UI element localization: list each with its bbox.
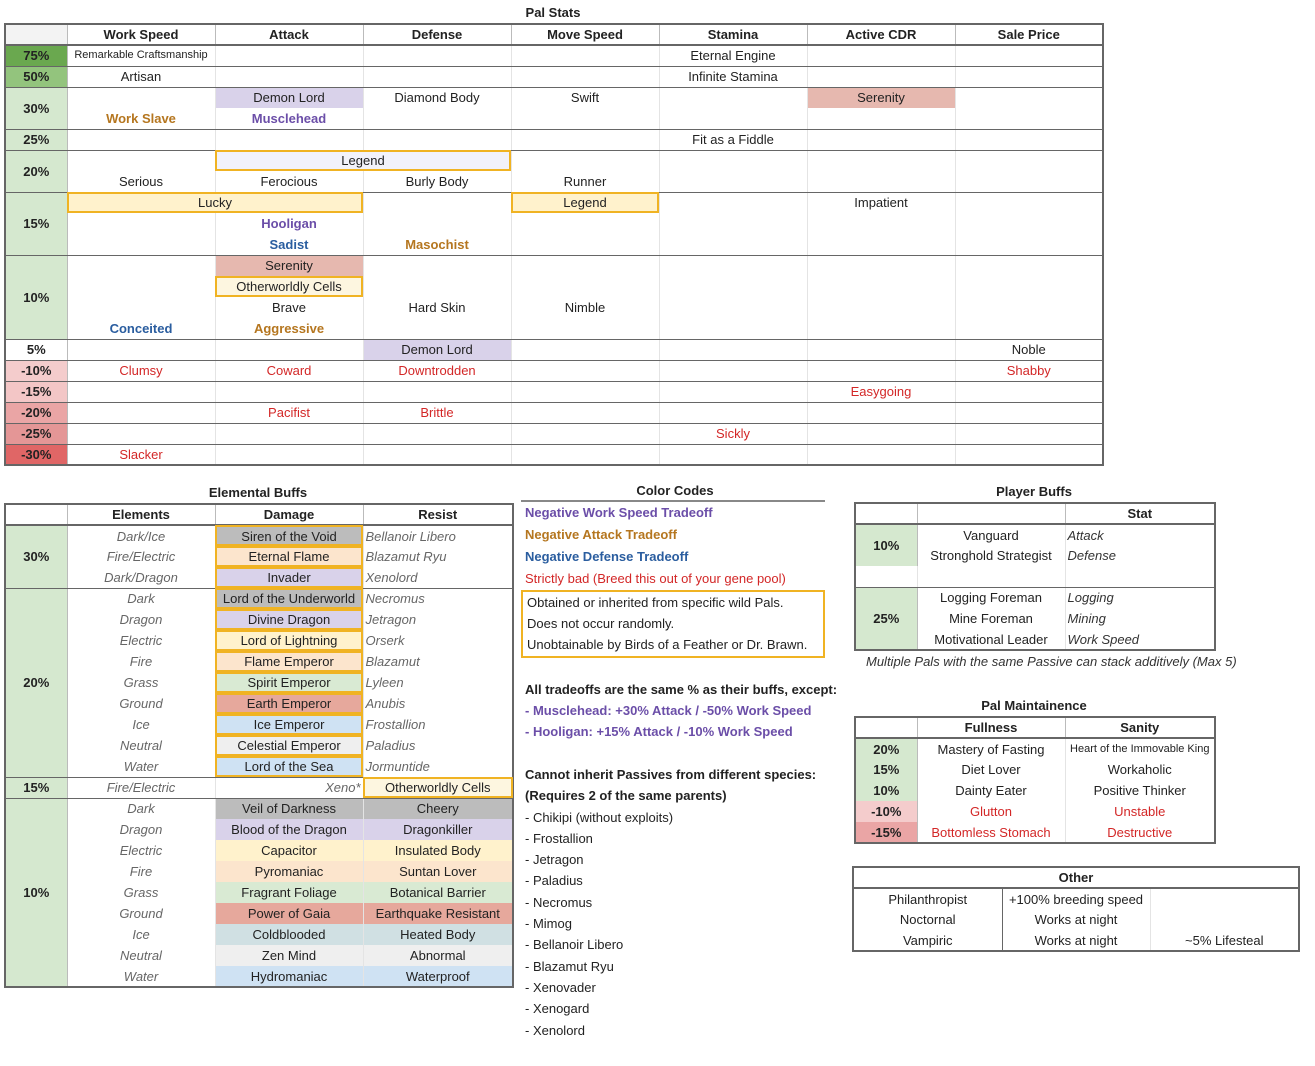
resist-cell: Xenolord (363, 567, 513, 588)
tier-label: -15% (5, 381, 67, 402)
damage-cell: Coldblooded (215, 924, 363, 945)
cell-artisan: Artisan (67, 66, 215, 87)
cell-nimble: Nimble (511, 297, 659, 318)
cell-legend-move: Legend (511, 192, 659, 213)
other-name: Philanthropist (853, 888, 1002, 909)
damage-cell: Celestial Emperor (215, 735, 363, 756)
fullness-cell: Diet Lover (917, 759, 1065, 780)
cell-demon-lord-def: Demon Lord (363, 339, 511, 360)
maintenance-header (855, 717, 1215, 738)
cell-ferocious: Ferocious (215, 171, 363, 192)
cell-eternal-engine: Eternal Engine (659, 45, 807, 66)
resist-cell: Otherworldly Cells (363, 777, 513, 798)
cell-conceited: Conceited (67, 318, 215, 339)
row-20b (5, 171, 1103, 192)
row-10d (5, 318, 1103, 339)
damage-cell: Lord of the Sea (215, 756, 363, 777)
element-cell: Dragon (67, 609, 215, 630)
tradeoffs-title: All tradeoffs are the same % as their buffs, except: (525, 682, 838, 697)
element-cell: Dark (67, 798, 215, 819)
code-attack: Negative Attack Tradeoff (525, 527, 677, 542)
header-attack: Attack (215, 24, 363, 45)
elem-row (5, 798, 513, 819)
cell-impatient: Impatient (807, 192, 955, 213)
cell-easygoing: Easygoing (807, 381, 955, 402)
cell-noble: Noble (955, 339, 1103, 360)
tier-label: 30% (5, 525, 67, 588)
tier-label: 10% (5, 798, 67, 987)
resist-cell: Anubis (363, 693, 513, 714)
player-buffs-section (854, 482, 1237, 673)
sanity-cell: Workaholic (1065, 759, 1215, 780)
elemental-table (4, 503, 514, 988)
header-elements: Elements (67, 504, 215, 525)
other-header (853, 867, 1299, 888)
tier-label: -15% (855, 822, 917, 843)
sanity-cell: Destructive (1065, 822, 1215, 843)
cell-swift: Swift (511, 87, 659, 108)
elem-row (5, 861, 513, 882)
damage-cell: Lord of Lightning (215, 630, 363, 651)
cell-infinite-stamina: Infinite Stamina (659, 66, 807, 87)
element-cell: Ice (67, 714, 215, 735)
resist-cell: Botanical Barrier (363, 882, 513, 903)
resist-cell: Paladius (363, 735, 513, 756)
resist-cell: Lyleen (363, 672, 513, 693)
row-30b (5, 108, 1103, 129)
species-item: - Xenogard (525, 1001, 590, 1017)
cell-coward: Coward (215, 360, 363, 381)
elem-row (5, 714, 513, 735)
corner-cell (5, 24, 67, 45)
maint-row (855, 780, 1215, 801)
element-cell: Dark/Ice (67, 525, 215, 546)
wild-line: Unobtainable by Birds of a Feather or Dr. Brawn. (527, 637, 808, 652)
player-buffs-title: Player Buffs (996, 484, 1072, 499)
tier-label: 5% (5, 339, 67, 360)
other-section (852, 866, 1298, 952)
species-item: - Jetragon (525, 852, 584, 868)
row-10a (5, 255, 1103, 276)
cell-slacker: Slacker (67, 444, 215, 465)
damage-cell: Zen Mind (215, 945, 363, 966)
cell-shabby: Shabby (955, 360, 1103, 381)
resist-cell: Jormuntide (363, 756, 513, 777)
cell-brave: Brave (215, 297, 363, 318)
buff-row (855, 587, 1215, 608)
element-cell: Dark/Dragon (67, 567, 215, 588)
resist-cell: Blazamut Ryu (363, 546, 513, 567)
header-stamina: Stamina (659, 24, 807, 45)
element-cell: Neutral (67, 945, 215, 966)
damage-cell: Spirit Emperor (215, 672, 363, 693)
resist-cell: Earthquake Resistant (363, 903, 513, 924)
tradeoff-hooligan: - Hooligan: +15% Attack / -10% Work Speed (525, 724, 793, 739)
element-cell: Ice (67, 924, 215, 945)
fullness-cell: Bottomless Stomach (917, 822, 1065, 843)
row-5 (5, 339, 1103, 360)
damage-cell: Capacitor (215, 840, 363, 861)
cell-serious: Serious (67, 171, 215, 192)
damage-cell: Earth Emperor (215, 693, 363, 714)
cell-burly-body: Burly Body (363, 171, 511, 192)
damage-cell: Xeno* (215, 777, 363, 798)
elem-row (5, 693, 513, 714)
cell-masochist: Masochist (363, 234, 511, 255)
element-cell: Electric (67, 840, 215, 861)
pal-stats-title: Pal Stats (525, 5, 581, 20)
header-work-speed: Work Speed (67, 24, 215, 45)
species-item: - Chikipi (without exploits) (525, 809, 674, 825)
elem-row (5, 651, 513, 672)
elemental-title: Elemental Buffs (208, 485, 308, 500)
header-fullness: Fullness (917, 717, 1065, 738)
fullness-cell: Glutton (917, 801, 1065, 822)
other-name: Noctornal (853, 909, 1002, 930)
pal-stats-table (4, 23, 1104, 466)
elem-row (5, 525, 513, 546)
resist-cell: Orserk (363, 630, 513, 651)
element-cell: Fire (67, 651, 215, 672)
other-name: Vampiric (853, 930, 1002, 951)
row-10b (5, 276, 1103, 297)
row-minus25 (5, 423, 1103, 444)
row-minus10 (5, 360, 1103, 381)
buff-name: Vanguard (917, 524, 1065, 545)
row-20a (5, 150, 1103, 171)
elem-row (5, 840, 513, 861)
other-effect: +100% breeding speed (1002, 888, 1150, 909)
maint-row (855, 822, 1215, 843)
tier-label: 10% (855, 524, 917, 566)
elemental-buffs-section (4, 483, 512, 988)
inherit-section (521, 764, 831, 1041)
elem-row (5, 630, 513, 651)
resist-cell: Abnormal (363, 945, 513, 966)
element-cell: Grass (67, 672, 215, 693)
row-25 (5, 129, 1103, 150)
damage-cell: Eternal Flame (215, 546, 363, 567)
buff-stat: Logging (1065, 587, 1215, 608)
row-30a (5, 87, 1103, 108)
cell-clumsy: Clumsy (67, 360, 215, 381)
tier-label: 30% (5, 87, 67, 129)
wild-line: Does not occur randomly. (527, 616, 675, 631)
elem-row (5, 567, 513, 588)
maint-row (855, 759, 1215, 780)
sanity-cell: Unstable (1065, 801, 1215, 822)
elem-row (5, 546, 513, 567)
other-effect: Works at night (1002, 930, 1150, 951)
cell-lucky: Lucky (67, 192, 363, 213)
maintenance-section (854, 696, 1214, 844)
maint-row (855, 801, 1215, 822)
buff-spacer (855, 566, 1215, 587)
other-row (853, 909, 1299, 930)
row-minus15 (5, 381, 1103, 402)
damage-cell: Fragrant Foliage (215, 882, 363, 903)
tier-label: 10% (5, 255, 67, 339)
code-defense: Negative Defense Tradeoff (525, 549, 689, 564)
species-item: - Bellanoir Libero (525, 937, 624, 953)
buff-name: Stronghold Strategist (917, 545, 1065, 566)
tier-label: 15% (5, 777, 67, 798)
cell-demon-lord: Demon Lord (215, 87, 363, 108)
inherit-title: Cannot inherit Passives from different species: (525, 767, 817, 782)
element-cell: Electric (67, 630, 215, 651)
cell-brittle: Brittle (363, 402, 511, 423)
species-item: - Xenovader (525, 979, 596, 995)
header-sale-price: Sale Price (955, 24, 1103, 45)
code-strictly-bad: Strictly bad (Breed this out of your gene pool) (525, 571, 786, 586)
cell-hooligan: Hooligan (215, 213, 363, 234)
buff-stat: Defense (1065, 545, 1215, 566)
element-cell: Grass (67, 882, 215, 903)
elem-row (5, 882, 513, 903)
maintenance-table (854, 716, 1216, 844)
cell-sickly: Sickly (659, 423, 807, 444)
header-defense: Defense (363, 24, 511, 45)
species-item: - Frostallion (525, 830, 593, 846)
buff-name: Motivational Leader (917, 629, 1065, 650)
damage-cell: Veil of Darkness (215, 798, 363, 819)
elem-row (5, 903, 513, 924)
elem-row (5, 588, 513, 609)
player-buffs-header (855, 503, 1215, 524)
element-cell: Fire/Electric (67, 546, 215, 567)
elemental-header-row (5, 504, 513, 525)
tier-label: 20% (855, 738, 917, 759)
stack-note: Multiple Pals with the same Passive can stack additively (Max 5) (866, 654, 1237, 669)
damage-cell: Flame Emperor (215, 651, 363, 672)
pal-stats-header-row (5, 24, 1103, 45)
damage-cell: Invader (215, 567, 363, 588)
wild-pals-box (521, 590, 825, 658)
buff-stat: Work Speed (1065, 629, 1215, 650)
fullness-cell: Dainty Eater (917, 780, 1065, 801)
row-75 (5, 45, 1103, 66)
tier-label: -30% (5, 444, 67, 465)
header-move-speed: Move Speed (511, 24, 659, 45)
resist-cell: Heated Body (363, 924, 513, 945)
damage-cell: Lord of the Underworld (215, 588, 363, 609)
resist-cell: Jetragon (363, 609, 513, 630)
sanity-cell: Positive Thinker (1065, 780, 1215, 801)
tier-label: 75% (5, 45, 67, 66)
element-cell: Fire/Electric (67, 777, 215, 798)
tier-label: 50% (5, 66, 67, 87)
cell-hard-skin: Hard Skin (363, 297, 511, 318)
resist-cell: Bellanoir Libero (363, 525, 513, 546)
header-damage: Damage (215, 504, 363, 525)
species-item: - Xenolord (525, 1022, 585, 1038)
cell-legend: Legend (215, 150, 511, 171)
damage-cell: Siren of the Void (215, 525, 363, 546)
buff-row (855, 524, 1215, 545)
resist-cell: Insulated Body (363, 840, 513, 861)
row-15c (5, 234, 1103, 255)
elem-row (5, 756, 513, 777)
cell-aggressive: Aggressive (215, 318, 363, 339)
row-15a (5, 192, 1103, 213)
sanity-cell: Heart of the Immovable King (1065, 738, 1215, 759)
player-buffs-table (854, 502, 1216, 651)
color-codes-section (521, 480, 825, 658)
resist-cell: Necromus (363, 588, 513, 609)
row-minus20 (5, 402, 1103, 423)
damage-cell: Divine Dragon (215, 609, 363, 630)
other-extra (1150, 888, 1299, 909)
resist-cell: Blazamut (363, 651, 513, 672)
header-sanity: Sanity (1065, 717, 1215, 738)
other-table (852, 866, 1300, 952)
damage-cell: Power of Gaia (215, 903, 363, 924)
cell-pacifist: Pacifist (215, 402, 363, 423)
cell-serenity-atk: Serenity (215, 255, 363, 276)
damage-cell: Pyromaniac (215, 861, 363, 882)
resist-cell: Waterproof (363, 966, 513, 987)
tier-label: -25% (5, 423, 67, 444)
other-row (853, 888, 1299, 909)
element-cell: Dragon (67, 819, 215, 840)
element-cell: Water (67, 966, 215, 987)
other-title: Other (853, 867, 1299, 888)
pal-stats-section (4, 3, 1102, 466)
other-effect: Works at night (1002, 909, 1150, 930)
tier-label: -10% (5, 360, 67, 381)
cell-diamond-body: Diamond Body (363, 87, 511, 108)
elem-row (5, 672, 513, 693)
fullness-cell: Mastery of Fasting (917, 738, 1065, 759)
cell-remarkable-craftsmanship: Remarkable Craftsmanship (67, 45, 215, 66)
element-cell: Ground (67, 693, 215, 714)
elem-row (5, 819, 513, 840)
inherit-subtitle: (Requires 2 of the same parents) (525, 788, 727, 804)
maint-row (855, 738, 1215, 759)
element-cell: Neutral (67, 735, 215, 756)
cell-otherworldly-cells: Otherworldly Cells (215, 276, 363, 297)
other-extra (1150, 909, 1299, 930)
tier-label: 20% (5, 150, 67, 192)
cell-sadist: Sadist (215, 234, 363, 255)
species-item: - Blazamut Ryu (525, 958, 614, 974)
species-item: - Mimog (525, 916, 572, 932)
elem-row (5, 777, 513, 798)
wild-line: Obtained or inherited from specific wild Pals. (527, 595, 784, 610)
cell-downtrodden: Downtrodden (363, 360, 511, 381)
species-item: - Paladius (525, 873, 583, 889)
resist-cell: Cheery (363, 798, 513, 819)
cell-fit-as-a-fiddle: Fit as a Fiddle (659, 129, 807, 150)
tier-label: 10% (855, 780, 917, 801)
element-cell: Water (67, 756, 215, 777)
tradeoffs-section (521, 679, 851, 742)
cell-work-slave: Work Slave (67, 108, 215, 129)
resist-cell: Frostallion (363, 714, 513, 735)
row-10c (5, 297, 1103, 318)
element-cell: Fire (67, 861, 215, 882)
buff-name: Logging Foreman (917, 587, 1065, 608)
resist-cell: Dragonkiller (363, 819, 513, 840)
element-cell: Dark (67, 588, 215, 609)
tier-label: 25% (5, 129, 67, 150)
other-row (853, 930, 1299, 951)
cell-runner: Runner (511, 171, 659, 192)
buff-stat: Attack (1065, 524, 1215, 545)
tier-label: 15% (855, 759, 917, 780)
tradeoff-musclehead: - Musclehead: +30% Attack / -50% Work Speed (525, 703, 812, 718)
elem-row (5, 609, 513, 630)
species-item: - Necromus (525, 894, 593, 910)
elem-row (5, 966, 513, 987)
element-cell: Ground (67, 903, 215, 924)
damage-cell: Ice Emperor (215, 714, 363, 735)
tier-label: -20% (5, 402, 67, 423)
buff-stat: Mining (1065, 608, 1215, 629)
elem-row (5, 945, 513, 966)
damage-cell: Hydromaniac (215, 966, 363, 987)
maintenance-title: Pal Maintainence (981, 698, 1087, 713)
damage-cell: Blood of the Dragon (215, 819, 363, 840)
tier-label: 25% (855, 587, 917, 650)
resist-cell: Suntan Lover (363, 861, 513, 882)
tier-label: 20% (5, 588, 67, 777)
cell-musclehead: Musclehead (215, 108, 363, 129)
row-minus30 (5, 444, 1103, 465)
buff-name: Mine Foreman (917, 608, 1065, 629)
elem-row (5, 735, 513, 756)
row-15b (5, 213, 1103, 234)
tier-label: 15% (5, 192, 67, 255)
code-work-speed: Negative Work Speed Tradeoff (525, 505, 713, 520)
row-50 (5, 66, 1103, 87)
tier-label: -10% (855, 801, 917, 822)
color-codes-title: Color Codes (521, 480, 825, 502)
header-active-cdr: Active CDR (807, 24, 955, 45)
elem-row (5, 924, 513, 945)
header-stat: Stat (1065, 503, 1215, 524)
cell-serenity: Serenity (807, 87, 955, 108)
header-resist: Resist (363, 504, 513, 525)
other-extra: ~5% Lifesteal (1150, 930, 1299, 951)
